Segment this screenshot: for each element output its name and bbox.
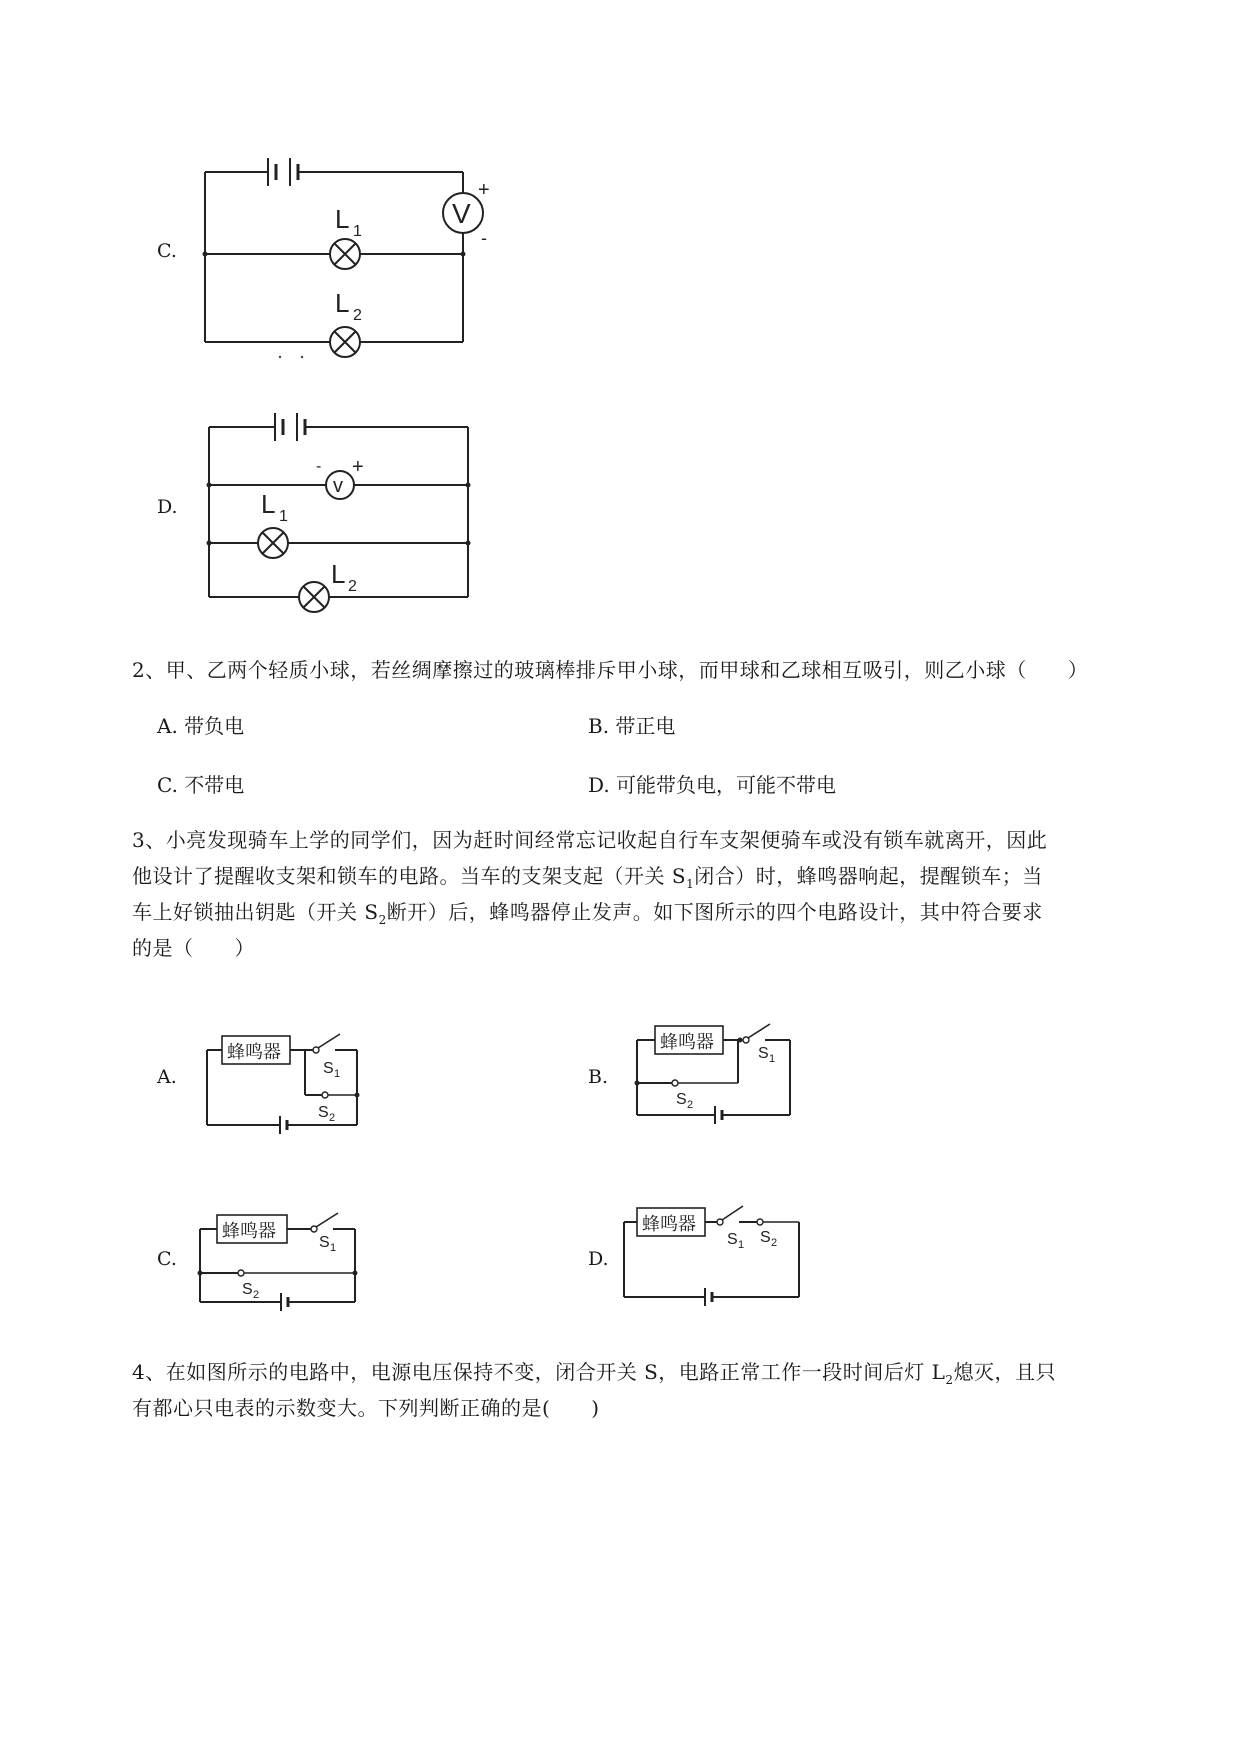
svg-text:蜂鸣器: 蜂鸣器: [660, 1032, 714, 1052]
option-d-label: D.: [157, 496, 178, 518]
q3-circuit-c: [193, 1205, 368, 1310]
lamp-l1-label: L: [261, 489, 276, 519]
svg-text:1: 1: [334, 1068, 341, 1080]
svg-text:1: 1: [738, 1239, 745, 1251]
svg-text:1: 1: [330, 1242, 337, 1254]
voltmeter-label: v: [333, 475, 343, 497]
minus-sign: -: [481, 228, 487, 248]
svg-text:2: 2: [771, 1237, 778, 1249]
plus-sign: +: [478, 179, 490, 201]
lamp-l2-label: L: [335, 288, 350, 318]
svg-text:S: S: [676, 1091, 687, 1108]
q2-option-b[interactable]: B. 带正电: [588, 714, 676, 738]
svg-text:S: S: [323, 1060, 334, 1077]
question-3-line-3: 车上好锁抽出钥匙（开关 $S_2$断开）后，蜂鸣器停止发声。如下图所示的四个电路设计，其中符合要求: [132, 900, 1043, 927]
q3-option-d-label[interactable]: D.: [588, 1248, 609, 1270]
q3-circuit-b: [630, 1018, 800, 1123]
lamp-l2-label: L: [331, 559, 346, 589]
question-2-text: 2、甲、乙两个轻质小球，若丝绸摩擦过的玻璃棒排斥甲小球，而甲球和乙球相互吸引，则乙小球（ ）: [132, 658, 1089, 682]
q3-option-b-label[interactable]: B.: [588, 1066, 609, 1088]
question-4-line-2: 有都心只电表的示数变大。下列判断正确的是( ): [132, 1396, 600, 1420]
plus-sign: +: [352, 456, 364, 478]
buzzer-label: 蜂鸣器: [227, 1042, 281, 1062]
svg-text:2: 2: [353, 307, 362, 324]
svg-text:蜂鸣器: 蜂鸣器: [222, 1221, 276, 1241]
q3-circuit-a: [200, 1028, 370, 1133]
circuit-diagram-d: [195, 405, 485, 610]
svg-text:1: 1: [353, 223, 362, 240]
svg-text:S: S: [319, 1234, 330, 1251]
q3-circuit-d: [617, 1200, 807, 1305]
q3-option-c-label[interactable]: C.: [157, 1248, 177, 1270]
svg-text:S: S: [727, 1231, 738, 1248]
q2-option-d[interactable]: D. 可能带负电，可能不带电: [588, 773, 837, 797]
svg-text:S: S: [318, 1104, 329, 1121]
svg-text:S: S: [758, 1045, 769, 1062]
circuit-diagram-c: [190, 150, 510, 365]
svg-text:蜂鸣器: 蜂鸣器: [642, 1214, 696, 1234]
svg-text:S: S: [760, 1229, 771, 1246]
svg-text:2: 2: [687, 1099, 694, 1111]
minus-sign: -: [316, 458, 322, 475]
voltmeter-label: V: [452, 198, 471, 229]
svg-text:1: 1: [279, 508, 288, 525]
svg-text:1: 1: [769, 1053, 776, 1065]
option-c-label: C.: [157, 240, 177, 262]
lamp-l1-label: L: [335, 204, 350, 234]
svg-text:2: 2: [253, 1289, 260, 1301]
q2-option-c[interactable]: C. 不带电: [157, 773, 245, 797]
svg-text:S: S: [242, 1281, 253, 1298]
question-3-line-4: 的是（ ）: [132, 936, 255, 960]
question-3-line-1: 3、小亮发现骑车上学的同学们，因为赶时间经常忘记收起自行车支架便骑车或没有锁车就离开，因此: [132, 828, 1048, 852]
svg-text:2: 2: [348, 578, 357, 595]
question-3-line-2: 他设计了提醒收支架和锁车的电路。当车的支架支起（开关 $S_1$闭合）时，蜂鸣器响起，提醒锁车；当: [132, 864, 1043, 891]
q2-option-a[interactable]: A. 带负电: [157, 714, 245, 738]
question-4-line-1: 4、在如图所示的电路中，电源电压保持不变，闭合开关 S，电路正常工作一段时间后灯 $L_2$熄灭，且只: [132, 1360, 1057, 1387]
svg-text:2: 2: [329, 1112, 336, 1124]
q3-option-a-label[interactable]: A.: [157, 1066, 177, 1088]
